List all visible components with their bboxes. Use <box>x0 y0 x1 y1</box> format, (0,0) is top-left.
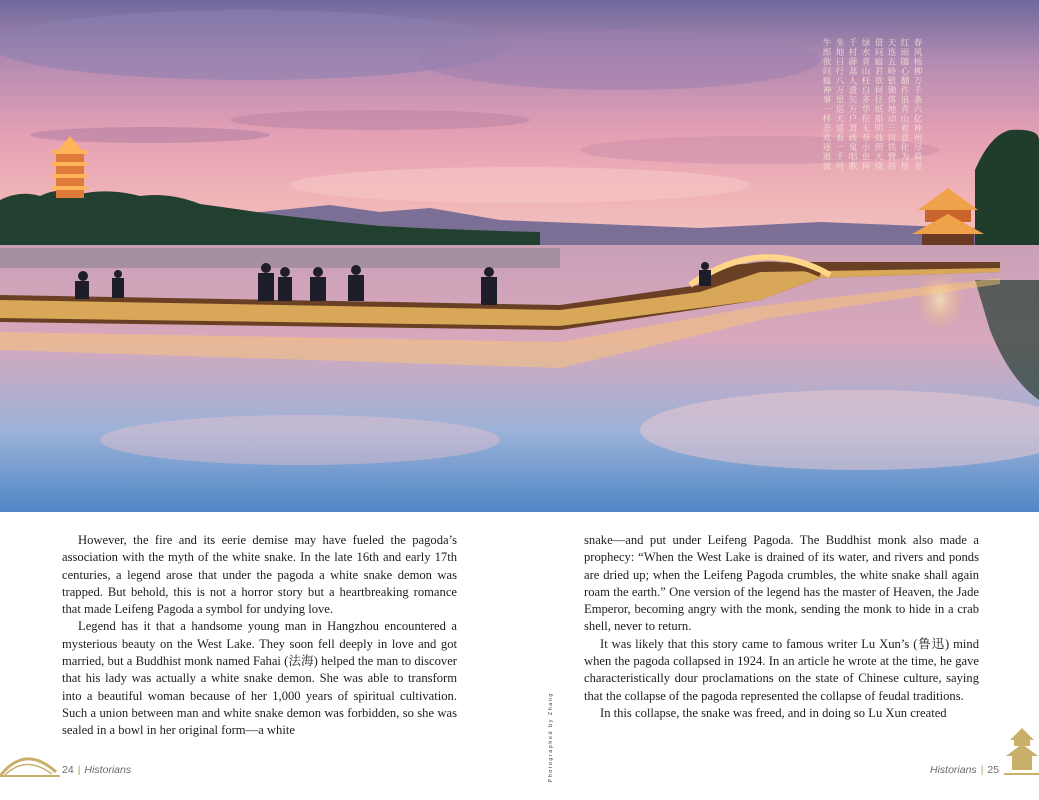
paragraph: Legend has it that a handsome young man in Hangzhou encountered a mysterious beauty on the West Lake. They soon fell deeply in love and got married, but a Buddhist monk named Fahai (法海) helped the man to discover that his lady was actually a white snake demon. She was able to transform into a beautiful woman because of her 1,000 years of spiritual cultivation. Such a union between man and white snake demon was forbidden, so she was sealed in a bowl in her original form—a white <box>62 619 457 738</box>
calligraphy-column: 千村薜荔人遗矢万户萧疏鬼唱歌 <box>847 38 857 171</box>
calligraphy-column: 天连五岭银锄落地动三河铁臂摇 <box>886 38 896 171</box>
paragraph: However, the fire and its eerie demise may have fueled the pagoda’s association with the myth of the white snake. In the late 16th and early 17th centuries, a legend arose that under the pagoda a white snake demon was trapped. But behold, this is not a horror story but a heartbreaking romance that made Leifeng Pagoda a symbol for undying love. <box>62 533 457 617</box>
page-number: 24 <box>62 764 74 776</box>
photo-credit: Photographed by Zhang <box>548 692 554 783</box>
calligraphy-column: 春风杨柳万千条六亿神州尽舜尧 <box>912 38 922 171</box>
page-number: 25 <box>987 764 1000 776</box>
calligraphy-inscription <box>822 38 922 223</box>
paragraph: It was likely that this story came to famous writer Lu Xun’s (鲁迅) mind when the pagoda collapsed in 1924. In an article he wrote at the time, he gave characteristically dour proclamations on the state of Chinese culture, saying that the collapse of the pagoda represented the collapse of feudal traditions. <box>584 636 979 703</box>
calligraphy-column: 牛郎欲问瘟神事一样悲欢逐逝波 <box>821 38 831 171</box>
bridge-ornament-icon <box>0 742 60 778</box>
calligraphy-column: 坐地日行八万里巡天遥看一千河 <box>834 38 844 171</box>
pavilion-ornament-icon <box>1004 726 1039 776</box>
calligraphy-column: 绿水青山枉自多华佗无奈小虫何 <box>860 38 870 171</box>
left-page-footer <box>62 764 131 776</box>
separator: | <box>77 764 81 776</box>
right-page-footer <box>930 764 999 776</box>
right-page-text <box>584 532 979 722</box>
paragraph: In this collapse, the snake was freed, and in doing so Lu Xun created <box>600 705 947 720</box>
paragraph-continuation: snake—and put under Leifeng Pagoda. The Buddhist monk also made a prophecy: “When the West Lake is drained of its water, and rivers and ponds are dried up; when the Leifeng Pagoda crumbles, the white snake shall again roam the earth.” One version of the legend has the master of Heaven, the Jade Emperor, becoming angry with the monk, sending the monk to hide in a crab shell, never to return. <box>584 533 979 634</box>
calligraphy-column: 红雨随心翻作浪青山着意化为桥 <box>899 38 909 171</box>
separator: | <box>980 764 984 776</box>
left-page-text <box>62 532 457 740</box>
section-name: Historians <box>930 764 977 776</box>
section-name: Historians <box>84 764 132 776</box>
calligraphy-column: 借问瘟君欲何往纸船明烛照天烧 <box>873 38 883 171</box>
